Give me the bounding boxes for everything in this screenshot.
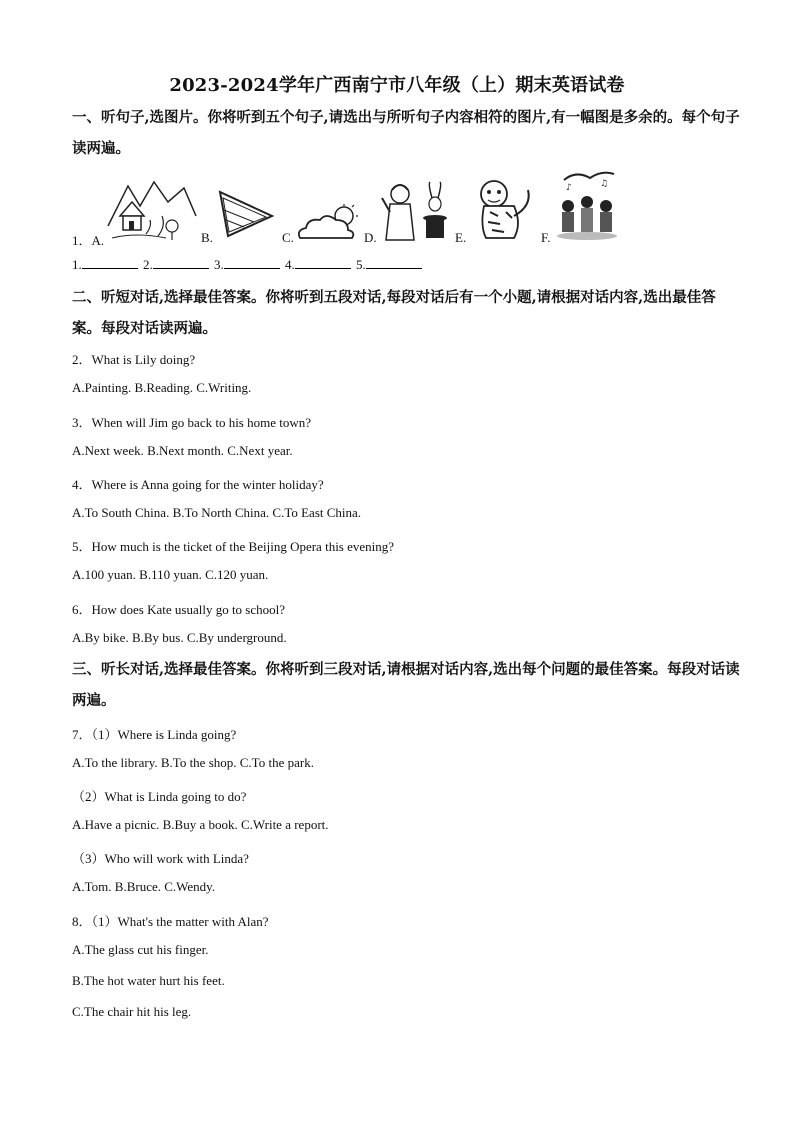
label-d: D. <box>364 230 377 245</box>
label-a: 1．A. <box>72 233 105 248</box>
section-2-heading: 二、听短对话,选择最佳答案。你将听到五段对话,每段对话后有一个小题,请根据对话内容,选出最佳答案。每段对话读两遍。 <box>72 289 716 337</box>
question-5: 5．How much is the ticket of the Beijing Opera this evening? <box>72 539 395 554</box>
svg-text:♫: ♫ <box>600 179 609 189</box>
blank-1[interactable] <box>82 258 138 269</box>
option-8-1-a: A.The glass cut his finger. <box>72 942 209 957</box>
question-8-1: 8．（1）What's the matter with Alan? <box>72 914 269 929</box>
blank-label-1: 1. <box>72 257 82 272</box>
options-6: A.By bike. B.By bus. C.By underground. <box>72 630 287 645</box>
blank-4[interactable] <box>295 258 351 269</box>
option-8-1-b: B.The hot water hurt his feet. <box>72 973 225 988</box>
blank-3[interactable] <box>224 258 280 269</box>
blank-2[interactable] <box>153 258 209 269</box>
options-2: A.Painting. B.Reading. C.Writing. <box>72 380 252 395</box>
section-1-heading: 一、听句子,选图片。你将听到五个句子,请选出与所听句子内容相符的图片,有一幅图是多余的。每个句子读两遍。 <box>72 109 740 157</box>
blank-label-2: 2. <box>143 257 153 272</box>
options-3: A.Next week. B.Next month. C.Next year. <box>72 443 293 458</box>
option-8-1-c: C.The chair hit his leg. <box>72 1004 192 1019</box>
blank-label-3: 3. <box>214 257 224 272</box>
question-3: 3．When will Jim go back to his home town? <box>72 415 312 430</box>
blank-5[interactable] <box>366 258 422 269</box>
question-4: 4．Where is Anna going for the winter holiday? <box>72 477 324 492</box>
options-4: A.To South China. B.To North China. C.To East China. <box>72 505 362 520</box>
question-7-1: 7．（1）Where is Linda going? <box>72 727 237 742</box>
options-7-1: A.To the library. B.To the shop. C.To the park. <box>72 755 314 770</box>
blank-label-5: 5. <box>356 257 366 272</box>
answer-blanks <box>72 257 424 273</box>
options-5: A.100 yuan. B.110 yuan. C.120 yuan. <box>72 567 269 582</box>
question-6: 6．How does Kate usually go to school? <box>72 602 286 617</box>
label-b: B. <box>201 230 213 245</box>
label-e: E. <box>455 230 467 245</box>
question-2: 2．What is Lily doing? <box>72 352 196 367</box>
blank-label-4: 4. <box>285 257 295 272</box>
section-3-heading: 三、听长对话,选择最佳答案。你将听到三段对话,请根据对话内容,选出每个问题的最佳答案。每段对话读两遍。 <box>72 661 740 709</box>
page-title: 2023-2024学年广西南宁市八年级（上）期末英语试卷 <box>169 75 625 96</box>
options-7-3: A.Tom. B.Bruce. C.Wendy. <box>72 879 216 894</box>
options-7-2: A.Have a picnic. B.Buy a book. C.Write a report. <box>72 817 329 832</box>
question-7-2: （2）What is Linda going to do? <box>72 789 247 804</box>
label-c: C. <box>282 230 294 245</box>
question-7-3: （3）Who will work with Linda? <box>72 851 249 866</box>
label-f: F. <box>541 230 551 245</box>
svg-text:♪: ♪ <box>566 183 572 193</box>
